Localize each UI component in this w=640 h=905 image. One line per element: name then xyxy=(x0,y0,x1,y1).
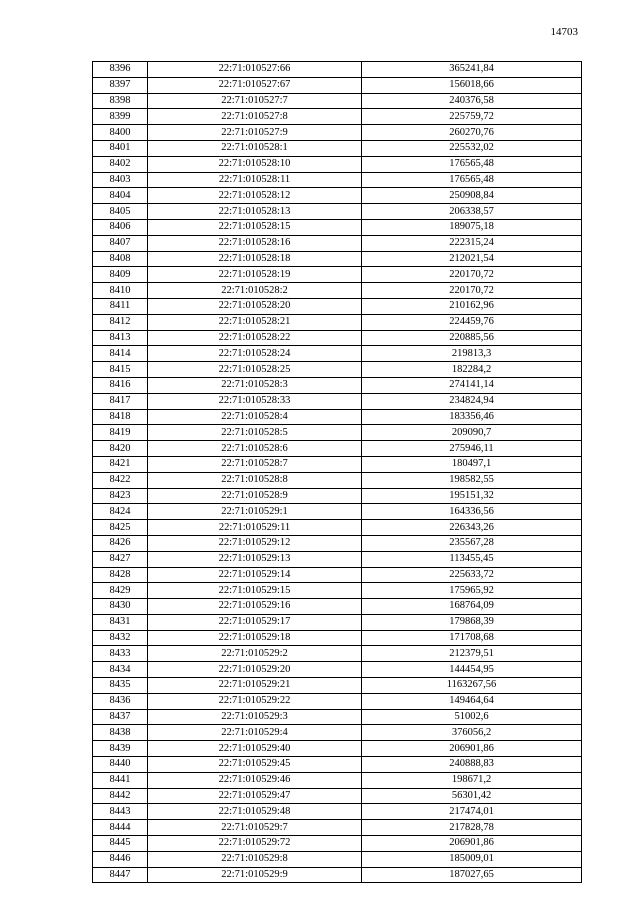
cadastral-number-cell: 22:71:010528:8 xyxy=(148,472,362,488)
page-number: 14703 xyxy=(550,26,578,38)
row-number-cell: 8431 xyxy=(93,614,148,630)
cadastral-value-cell: 175965,92 xyxy=(362,583,582,599)
row-number-cell: 8405 xyxy=(93,204,148,220)
cadastral-number-cell: 22:71:010528:3 xyxy=(148,377,362,393)
row-number-cell: 8416 xyxy=(93,377,148,393)
cadastral-number-cell: 22:71:010528:5 xyxy=(148,425,362,441)
row-number-cell: 8401 xyxy=(93,140,148,156)
cadastral-number-cell: 22:71:010528:18 xyxy=(148,251,362,267)
row-number-cell: 8434 xyxy=(93,662,148,678)
cadastral-value-cell: 176565,48 xyxy=(362,156,582,172)
cadastral-value-cell: 176565,48 xyxy=(362,172,582,188)
cadastral-number-cell: 22:71:010528:11 xyxy=(148,172,362,188)
row-number-cell: 8419 xyxy=(93,425,148,441)
cadastral-number-cell: 22:71:010527:8 xyxy=(148,109,362,125)
row-number-cell: 8400 xyxy=(93,125,148,141)
cadastral-number-cell: 22:71:010529:18 xyxy=(148,630,362,646)
cadastral-number-cell: 22:71:010529:4 xyxy=(148,725,362,741)
cadastral-value-cell: 220170,72 xyxy=(362,267,582,283)
table-row xyxy=(93,314,582,330)
table-body xyxy=(93,62,582,883)
cadastral-value-cell: 220170,72 xyxy=(362,283,582,299)
cadastral-value-cell: 240888,83 xyxy=(362,757,582,773)
row-number-cell: 8407 xyxy=(93,235,148,251)
table-row xyxy=(93,330,582,346)
cadastral-value-cell: 149464,64 xyxy=(362,693,582,709)
cadastral-number-cell: 22:71:010529:16 xyxy=(148,599,362,615)
cadastral-value-cell: 240376,58 xyxy=(362,93,582,109)
cadastral-value-cell: 234824,94 xyxy=(362,393,582,409)
cadastral-value-cell: 189075,18 xyxy=(362,219,582,235)
cadastral-value-cell: 225633,72 xyxy=(362,567,582,583)
cadastral-value-cell: 206338,57 xyxy=(362,204,582,220)
row-number-cell: 8437 xyxy=(93,709,148,725)
table-row xyxy=(93,346,582,362)
cadastral-number-cell: 22:71:010528:25 xyxy=(148,362,362,378)
cadastral-value-cell: 182284,2 xyxy=(362,362,582,378)
table-row xyxy=(93,362,582,378)
cadastral-number-cell: 22:71:010529:21 xyxy=(148,678,362,694)
row-number-cell: 8429 xyxy=(93,583,148,599)
cadastral-value-cell: 226343,26 xyxy=(362,520,582,536)
cadastral-number-cell: 22:71:010529:14 xyxy=(148,567,362,583)
cadastral-number-cell: 22:71:010529:20 xyxy=(148,662,362,678)
cadastral-number-cell: 22:71:010529:47 xyxy=(148,788,362,804)
cadastral-number-cell: 22:71:010528:24 xyxy=(148,346,362,362)
cadastral-value-cell: 156018,66 xyxy=(362,77,582,93)
row-number-cell: 8435 xyxy=(93,678,148,694)
cadastral-value-cell: 235567,28 xyxy=(362,535,582,551)
row-number-cell: 8418 xyxy=(93,409,148,425)
row-number-cell: 8396 xyxy=(93,62,148,78)
table-row xyxy=(93,693,582,709)
cadastral-value-cell: 212379,51 xyxy=(362,646,582,662)
table-row xyxy=(93,251,582,267)
cadastral-number-cell: 22:71:010528:22 xyxy=(148,330,362,346)
cadastral-value-cell: 195151,32 xyxy=(362,488,582,504)
cadastral-number-cell: 22:71:010528:33 xyxy=(148,393,362,409)
table-row xyxy=(93,836,582,852)
row-number-cell: 8408 xyxy=(93,251,148,267)
table-row xyxy=(93,551,582,567)
cadastral-value-cell: 220885,56 xyxy=(362,330,582,346)
cadastral-number-cell: 22:71:010528:10 xyxy=(148,156,362,172)
table-row xyxy=(93,172,582,188)
cadastral-number-cell: 22:71:010529:12 xyxy=(148,535,362,551)
row-number-cell: 8427 xyxy=(93,551,148,567)
table-row xyxy=(93,219,582,235)
cadastral-value-cell: 376056,2 xyxy=(362,725,582,741)
cadastral-number-cell: 22:71:010529:45 xyxy=(148,757,362,773)
row-number-cell: 8425 xyxy=(93,520,148,536)
cadastral-number-cell: 22:71:010528:4 xyxy=(148,409,362,425)
row-number-cell: 8397 xyxy=(93,77,148,93)
cadastral-number-cell: 22:71:010528:2 xyxy=(148,283,362,299)
cadastral-number-cell: 22:71:010528:13 xyxy=(148,204,362,220)
table-row xyxy=(93,472,582,488)
table-row xyxy=(93,757,582,773)
row-number-cell: 8438 xyxy=(93,725,148,741)
cadastral-value-cell: 164336,56 xyxy=(362,504,582,520)
table-row xyxy=(93,156,582,172)
cadastral-value-cell: 225532,02 xyxy=(362,140,582,156)
cadastral-number-cell: 22:71:010529:8 xyxy=(148,851,362,867)
table-row xyxy=(93,867,582,883)
cadastral-number-cell: 22:71:010527:7 xyxy=(148,93,362,109)
cadastral-number-cell: 22:71:010528:12 xyxy=(148,188,362,204)
cadastral-number-cell: 22:71:010529:17 xyxy=(148,614,362,630)
table-row xyxy=(93,441,582,457)
table-row xyxy=(93,109,582,125)
table-row xyxy=(93,298,582,314)
cadastral-value-cell: 250908,84 xyxy=(362,188,582,204)
table-row xyxy=(93,772,582,788)
cadastral-value-cell: 365241,84 xyxy=(362,62,582,78)
row-number-cell: 8447 xyxy=(93,867,148,883)
row-number-cell: 8417 xyxy=(93,393,148,409)
row-number-cell: 8433 xyxy=(93,646,148,662)
table-row xyxy=(93,140,582,156)
cadastral-value-cell: 222315,24 xyxy=(362,235,582,251)
cadastral-number-cell: 22:71:010529:72 xyxy=(148,836,362,852)
row-number-cell: 8422 xyxy=(93,472,148,488)
cadastral-number-cell: 22:71:010528:7 xyxy=(148,456,362,472)
cadastral-value-cell: 260270,76 xyxy=(362,125,582,141)
row-number-cell: 8424 xyxy=(93,504,148,520)
row-number-cell: 8420 xyxy=(93,441,148,457)
table-row xyxy=(93,283,582,299)
cadastral-value-cell: 1163267,56 xyxy=(362,678,582,694)
cadastral-number-cell: 22:71:010527:67 xyxy=(148,77,362,93)
table-row xyxy=(93,709,582,725)
cadastral-value-cell: 56301,42 xyxy=(362,788,582,804)
cadastral-number-cell: 22:71:010528:16 xyxy=(148,235,362,251)
table-row xyxy=(93,235,582,251)
table-row xyxy=(93,583,582,599)
cadastral-number-cell: 22:71:010529:1 xyxy=(148,504,362,520)
cadastral-number-cell: 22:71:010528:20 xyxy=(148,298,362,314)
table-row xyxy=(93,188,582,204)
cadastral-value-cell: 198671,2 xyxy=(362,772,582,788)
cadastral-value-cell: 198582,55 xyxy=(362,472,582,488)
row-number-cell: 8436 xyxy=(93,693,148,709)
row-number-cell: 8414 xyxy=(93,346,148,362)
cadastral-number-cell: 22:71:010529:9 xyxy=(148,867,362,883)
row-number-cell: 8415 xyxy=(93,362,148,378)
table-row xyxy=(93,614,582,630)
cadastral-value-cell: 210162,96 xyxy=(362,298,582,314)
row-number-cell: 8446 xyxy=(93,851,148,867)
cadastral-value-cell: 274141,14 xyxy=(362,377,582,393)
cadastral-value-cell: 275946,11 xyxy=(362,441,582,457)
table-row xyxy=(93,820,582,836)
table-row xyxy=(93,488,582,504)
table-row xyxy=(93,599,582,615)
row-number-cell: 8445 xyxy=(93,836,148,852)
row-number-cell: 8428 xyxy=(93,567,148,583)
table-row xyxy=(93,456,582,472)
row-number-cell: 8402 xyxy=(93,156,148,172)
cadastral-number-cell: 22:71:010529:13 xyxy=(148,551,362,567)
table-row xyxy=(93,267,582,283)
table-row xyxy=(93,725,582,741)
row-number-cell: 8421 xyxy=(93,456,148,472)
cadastral-number-cell: 22:71:010529:7 xyxy=(148,820,362,836)
cadastral-number-cell: 22:71:010529:40 xyxy=(148,741,362,757)
cadastral-value-cell: 206901,86 xyxy=(362,741,582,757)
table-row xyxy=(93,93,582,109)
row-number-cell: 8432 xyxy=(93,630,148,646)
cadastral-number-cell: 22:71:010528:6 xyxy=(148,441,362,457)
row-number-cell: 8413 xyxy=(93,330,148,346)
row-number-cell: 8441 xyxy=(93,772,148,788)
cadastral-value-cell: 183356,46 xyxy=(362,409,582,425)
table-row xyxy=(93,851,582,867)
table-row xyxy=(93,788,582,804)
cadastral-value-cell: 51002,6 xyxy=(362,709,582,725)
row-number-cell: 8440 xyxy=(93,757,148,773)
cadastral-value-cell: 187027,65 xyxy=(362,867,582,883)
cadastral-value-cell: 225759,72 xyxy=(362,109,582,125)
table-row xyxy=(93,678,582,694)
cadastral-value-cell: 206901,86 xyxy=(362,836,582,852)
row-number-cell: 8411 xyxy=(93,298,148,314)
cadastral-number-cell: 22:71:010529:15 xyxy=(148,583,362,599)
row-number-cell: 8443 xyxy=(93,804,148,820)
cadastral-number-cell: 22:71:010529:11 xyxy=(148,520,362,536)
cadastral-value-cell: 180497,1 xyxy=(362,456,582,472)
cadastral-number-cell: 22:71:010529:48 xyxy=(148,804,362,820)
cadastral-number-cell: 22:71:010527:66 xyxy=(148,62,362,78)
cadastral-number-cell: 22:71:010528:9 xyxy=(148,488,362,504)
row-number-cell: 8439 xyxy=(93,741,148,757)
table-row xyxy=(93,646,582,662)
cadastral-value-cell: 217474,01 xyxy=(362,804,582,820)
cadastral-value-cell: 224459,76 xyxy=(362,314,582,330)
table-row xyxy=(93,425,582,441)
row-number-cell: 8410 xyxy=(93,283,148,299)
row-number-cell: 8426 xyxy=(93,535,148,551)
row-number-cell: 8404 xyxy=(93,188,148,204)
table-row xyxy=(93,630,582,646)
row-number-cell: 8403 xyxy=(93,172,148,188)
table-row xyxy=(93,204,582,220)
row-number-cell: 8398 xyxy=(93,93,148,109)
row-number-cell: 8430 xyxy=(93,599,148,615)
table-row xyxy=(93,662,582,678)
row-number-cell: 8399 xyxy=(93,109,148,125)
table-row xyxy=(93,125,582,141)
cadastral-value-cell: 209090,7 xyxy=(362,425,582,441)
row-number-cell: 8442 xyxy=(93,788,148,804)
cadastral-value-cell: 212021,54 xyxy=(362,251,582,267)
cadastral-value-cell: 168764,09 xyxy=(362,599,582,615)
cadastral-number-cell: 22:71:010528:1 xyxy=(148,140,362,156)
table-row xyxy=(93,535,582,551)
cadastral-number-cell: 22:71:010528:15 xyxy=(148,219,362,235)
table-row xyxy=(93,520,582,536)
cadastral-value-cell: 219813,3 xyxy=(362,346,582,362)
cadastral-number-cell: 22:71:010529:3 xyxy=(148,709,362,725)
table-row xyxy=(93,409,582,425)
table-row xyxy=(93,504,582,520)
row-number-cell: 8423 xyxy=(93,488,148,504)
cadastral-value-cell: 217828,78 xyxy=(362,820,582,836)
table-row xyxy=(93,62,582,78)
cadastral-number-cell: 22:71:010529:46 xyxy=(148,772,362,788)
table-row xyxy=(93,77,582,93)
cadastral-number-cell: 22:71:010529:2 xyxy=(148,646,362,662)
table-row xyxy=(93,567,582,583)
cadastral-number-cell: 22:71:010527:9 xyxy=(148,125,362,141)
cadastral-number-cell: 22:71:010528:21 xyxy=(148,314,362,330)
cadastral-value-cell: 185009,01 xyxy=(362,851,582,867)
cadastral-number-cell: 22:71:010528:19 xyxy=(148,267,362,283)
table-row xyxy=(93,804,582,820)
cadastral-value-cell: 179868,39 xyxy=(362,614,582,630)
cadastral-value-table xyxy=(92,61,582,883)
cadastral-number-cell: 22:71:010529:22 xyxy=(148,693,362,709)
cadastral-value-cell: 171708,68 xyxy=(362,630,582,646)
row-number-cell: 8444 xyxy=(93,820,148,836)
cadastral-value-cell: 113455,45 xyxy=(362,551,582,567)
table-row xyxy=(93,393,582,409)
row-number-cell: 8409 xyxy=(93,267,148,283)
table-row xyxy=(93,377,582,393)
cadastral-value-cell: 144454,95 xyxy=(362,662,582,678)
row-number-cell: 8406 xyxy=(93,219,148,235)
row-number-cell: 8412 xyxy=(93,314,148,330)
table-row xyxy=(93,741,582,757)
